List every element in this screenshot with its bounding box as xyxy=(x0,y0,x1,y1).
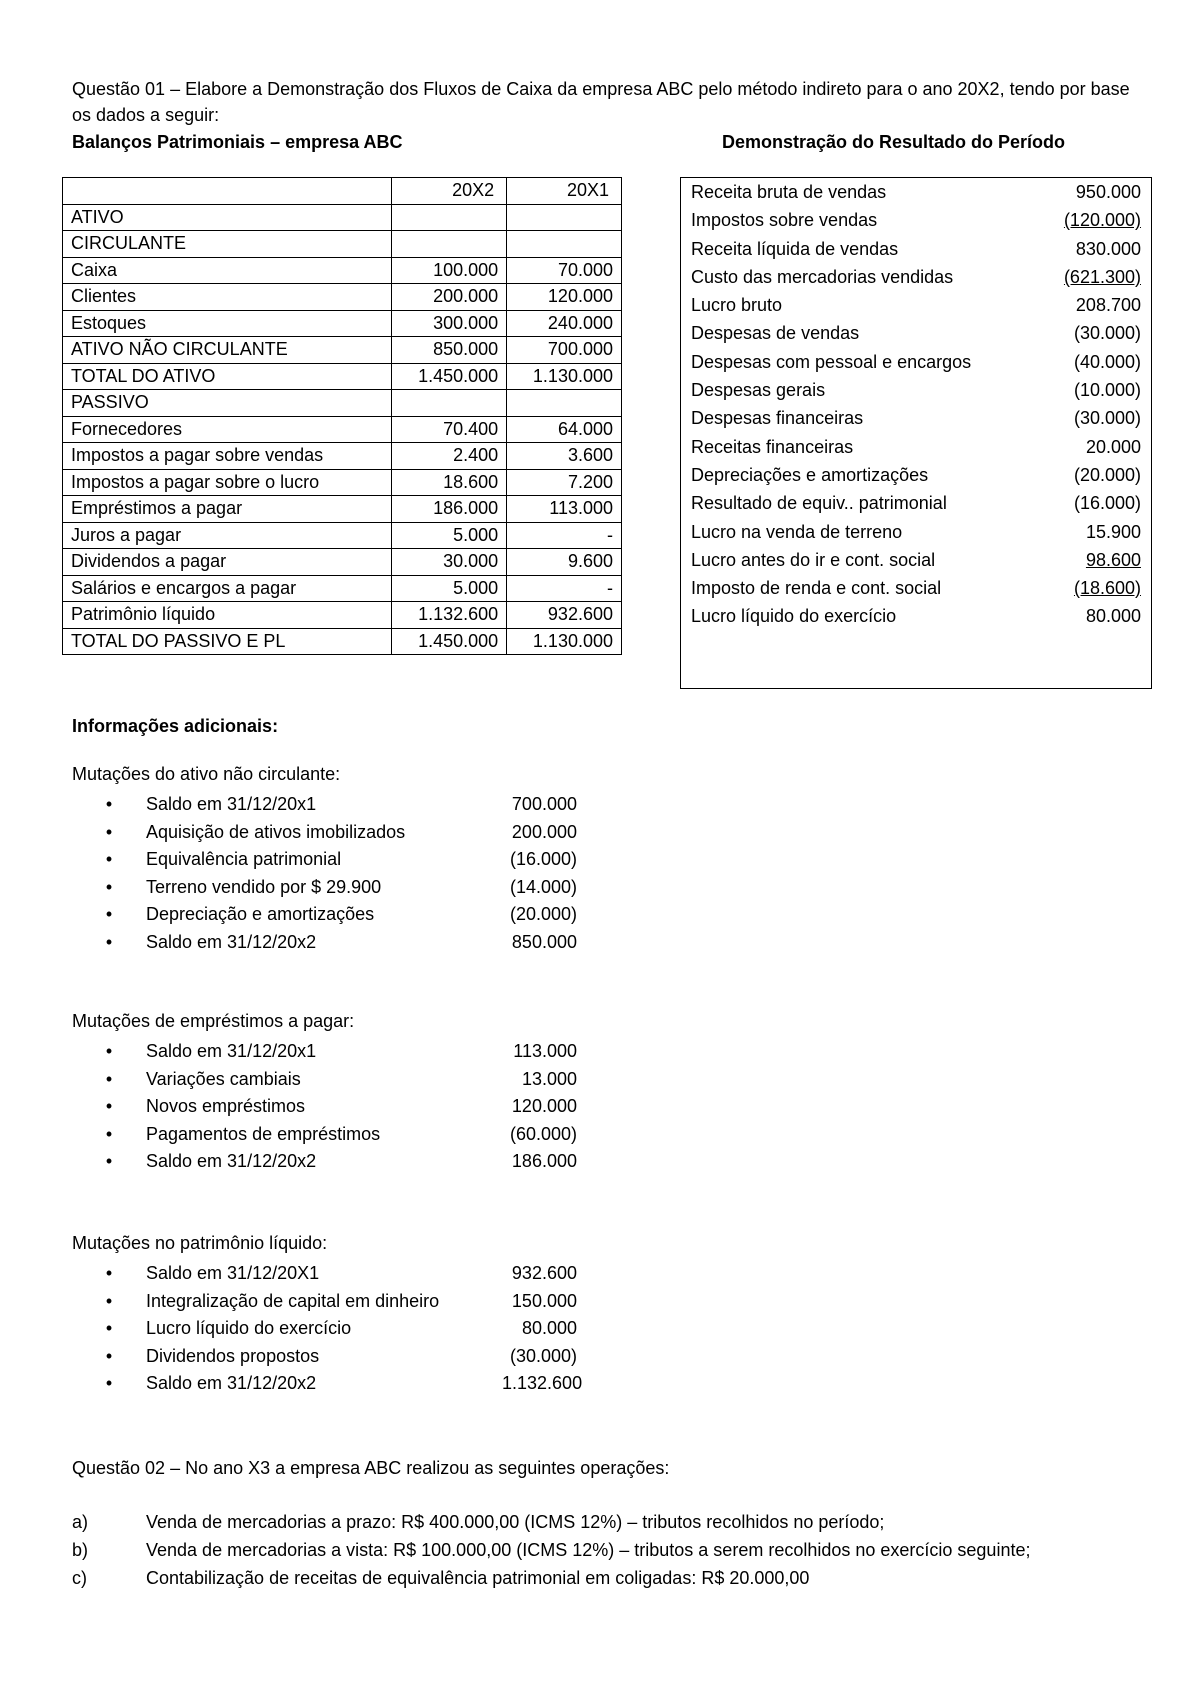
account-value xyxy=(392,390,507,417)
list-item xyxy=(72,1148,592,1176)
account-value: 1.130.000 xyxy=(507,628,622,655)
account-value: 64.000 xyxy=(507,416,622,443)
mutation-section-title: Mutações no patrimônio líquido: xyxy=(72,1233,328,1253)
account-value: 200.000 xyxy=(392,284,507,311)
income-label: Despesas gerais xyxy=(691,380,826,401)
list-item xyxy=(72,1066,592,1094)
list-item xyxy=(72,874,592,902)
income-statement-box xyxy=(680,177,1152,689)
account-value xyxy=(507,231,622,258)
account-label: Dividendos a pagar xyxy=(63,549,392,576)
balance-sheet-table xyxy=(62,177,622,655)
mutation-label: Depreciação e amortizações xyxy=(146,904,375,924)
bullet-icon: • xyxy=(105,794,113,814)
income-label: Impostos sobre vendas xyxy=(691,210,878,231)
list-item xyxy=(72,1370,592,1398)
table-row xyxy=(63,337,622,364)
income-row xyxy=(681,574,1151,602)
account-label: Fornecedores xyxy=(63,416,392,443)
list-item xyxy=(72,1343,592,1371)
mutation-label: Saldo em 31/12/20x1 xyxy=(146,794,317,814)
question-2-intro: Questão 02 – No ano X3 a empresa ABC realizou as seguintes operações: xyxy=(72,1458,670,1478)
income-label: Lucro na venda de terreno xyxy=(691,521,903,542)
mutation-label: Equivalência patrimonial xyxy=(146,849,342,869)
list-marker: a) xyxy=(72,1512,89,1532)
mutation-value: (16.000) xyxy=(509,849,577,869)
mutation-value: (30.000) xyxy=(509,1345,577,1366)
mutation-section-title: Mutações do ativo não circulante: xyxy=(72,764,341,784)
account-value: 9.600 xyxy=(507,549,622,576)
income-label: Custo das mercadorias vendidas xyxy=(691,266,954,287)
list-item xyxy=(72,1537,1072,1564)
mutation-value: 1.132.600 xyxy=(502,1373,583,1393)
table-row xyxy=(63,549,622,576)
account-value: 7.200 xyxy=(507,469,622,496)
list-item xyxy=(72,1288,592,1316)
account-label: Clientes xyxy=(63,284,392,311)
income-row xyxy=(681,518,1151,546)
table-row xyxy=(63,390,622,417)
bullet-icon: • xyxy=(105,1373,113,1393)
list-item xyxy=(72,1038,592,1066)
account-label: TOTAL DO PASSIVO E PL xyxy=(63,628,392,655)
account-value: 300.000 xyxy=(392,310,507,337)
income-label: Despesas com pessoal e encargos xyxy=(691,351,972,372)
operation-text: Venda de mercadorias a vista: R$ 100.000,00 (ICMS 12%) – tributos a serem recolhidos no exercício seguinte; xyxy=(146,1540,1031,1560)
table-row xyxy=(63,522,622,549)
income-label: Despesas de vendas xyxy=(691,323,860,344)
account-label: ATIVO NÃO CIRCULANTE xyxy=(63,337,392,364)
mutation-value: 13.000 xyxy=(521,1068,577,1089)
account-value: 5.000 xyxy=(392,575,507,602)
mutation-value: 80.000 xyxy=(521,1318,577,1338)
income-value: (20.000) xyxy=(1073,464,1141,485)
income-row xyxy=(681,206,1151,234)
income-label: Receita bruta de vendas xyxy=(691,182,887,202)
account-value: 700.000 xyxy=(507,337,622,364)
question-2-list xyxy=(72,1509,1072,1593)
bullet-icon: • xyxy=(105,1041,113,1061)
income-value: 15.900 xyxy=(1085,521,1141,542)
table-row xyxy=(63,575,622,602)
mutation-label: Pagamentos de empréstimos xyxy=(146,1123,381,1144)
mutation-label: Novos empréstimos xyxy=(146,1096,306,1116)
mutation-label: Saldo em 31/12/20x1 xyxy=(146,1041,317,1061)
mutation-label: Dividendos propostos xyxy=(146,1345,320,1366)
income-value: (621.300) xyxy=(1063,266,1141,287)
income-value: (40.000) xyxy=(1073,351,1141,372)
list-item xyxy=(72,846,592,874)
income-label: Lucro líquido do exercício xyxy=(691,606,897,627)
mutation-list xyxy=(72,791,592,956)
mutation-value: 200.000 xyxy=(511,821,577,842)
income-row xyxy=(681,546,1151,574)
account-label: Patrimônio líquido xyxy=(63,602,392,629)
account-label: Impostos a pagar sobre o lucro xyxy=(63,469,392,496)
income-statement-title: Demonstração do Resultado do Período xyxy=(722,132,1066,152)
list-item xyxy=(72,819,592,847)
bullet-icon: • xyxy=(105,1263,113,1283)
account-value: 186.000 xyxy=(392,496,507,523)
income-label: Lucro antes do ir e cont. social xyxy=(691,549,936,570)
account-value: 70.000 xyxy=(507,257,622,284)
table-header-cell: 20X2 xyxy=(392,178,507,205)
bullet-icon: • xyxy=(105,849,113,869)
mutation-label: Saldo em 31/12/20x2 xyxy=(146,1151,317,1171)
account-value xyxy=(392,204,507,231)
mutation-label: Integralização de capital em dinheiro xyxy=(146,1290,440,1311)
income-value: 20.000 xyxy=(1085,436,1141,457)
additional-info-title: Informações adicionais: xyxy=(72,716,279,736)
account-label: PASSIVO xyxy=(63,390,392,417)
account-value: 3.600 xyxy=(507,443,622,470)
table-row xyxy=(63,204,622,231)
account-value: 1.132.600 xyxy=(392,602,507,629)
income-label: Despesas financeiras xyxy=(691,408,864,429)
mutation-value: 932.600 xyxy=(511,1263,577,1283)
account-value: 932.600 xyxy=(507,602,622,629)
mutation-section-title: Mutações de empréstimos a pagar: xyxy=(72,1011,355,1031)
list-item xyxy=(72,1093,592,1121)
account-value: 18.600 xyxy=(392,469,507,496)
mutation-value: 113.000 xyxy=(513,1041,577,1061)
list-marker: c) xyxy=(72,1568,87,1588)
income-value: (10.000) xyxy=(1073,380,1141,401)
mutation-value: (20.000) xyxy=(509,904,577,924)
income-value: (30.000) xyxy=(1073,323,1141,344)
income-row xyxy=(681,263,1151,291)
income-row xyxy=(681,376,1151,404)
account-label: Salários e encargos a pagar xyxy=(63,575,392,602)
mutation-value: 850.000 xyxy=(511,931,577,952)
mutation-value: 150.000 xyxy=(511,1290,577,1311)
account-value: 240.000 xyxy=(507,310,622,337)
income-label: Resultado de equiv.. patrimonial xyxy=(691,493,947,514)
income-value: 80.000 xyxy=(1085,606,1141,627)
mutation-label: Saldo em 31/12/20x2 xyxy=(146,931,317,952)
bullet-icon: • xyxy=(105,1151,113,1171)
question-1-intro: Questão 01 – Elabore a Demonstração dos Fluxos de Caixa da empresa ABC pelo método indireto para o ano 20X2, tendo por base os dados a seguir: xyxy=(72,79,1130,125)
bullet-icon: • xyxy=(105,821,113,842)
income-row xyxy=(681,319,1151,347)
account-value: 2.400 xyxy=(392,443,507,470)
income-value: 830.000 xyxy=(1075,238,1141,259)
table-header-cell: 20X1 xyxy=(507,178,622,205)
mutation-label: Terreno vendido por $ 29.900 xyxy=(146,876,382,897)
income-row xyxy=(681,602,1151,630)
income-row xyxy=(681,235,1151,263)
income-row xyxy=(681,461,1151,489)
account-value: 1.130.000 xyxy=(507,363,622,390)
operation-text: Contabilização de receitas de equivalência patrimonial em coligadas: R$ 20.000,00 xyxy=(146,1568,810,1588)
income-value: (18.600) xyxy=(1073,578,1141,599)
balance-sheet-title: Balanços Patrimoniais – empresa ABC xyxy=(72,132,403,152)
account-value xyxy=(507,390,622,417)
income-value: 98.600 xyxy=(1085,549,1141,570)
bullet-icon: • xyxy=(105,1318,113,1338)
bullet-icon: • xyxy=(105,876,113,897)
account-value: - xyxy=(507,522,622,549)
account-label: ATIVO xyxy=(63,204,392,231)
mutation-label: Aquisição de ativos imobilizados xyxy=(146,821,406,842)
income-label: Imposto de renda e cont. social xyxy=(691,578,942,599)
account-label: Empréstimos a pagar xyxy=(63,496,392,523)
bullet-icon: • xyxy=(105,904,113,924)
mutation-value: 120.000 xyxy=(511,1096,577,1116)
account-value: - xyxy=(507,575,622,602)
mutation-label: Saldo em 31/12/20X1 xyxy=(146,1263,320,1283)
income-row xyxy=(681,433,1151,461)
mutation-label: Saldo em 31/12/20x2 xyxy=(146,1373,317,1393)
income-value: (30.000) xyxy=(1073,408,1141,429)
account-value: 850.000 xyxy=(392,337,507,364)
account-label: Juros a pagar xyxy=(63,522,392,549)
table-row xyxy=(63,363,622,390)
account-value: 113.000 xyxy=(507,496,622,523)
income-label: Receitas financeiras xyxy=(691,436,854,457)
income-value: 950.000 xyxy=(1075,182,1141,202)
bullet-icon: • xyxy=(105,1068,113,1089)
account-label: Caixa xyxy=(63,257,392,284)
account-label: Estoques xyxy=(63,310,392,337)
mutation-list xyxy=(72,1260,592,1398)
table-row xyxy=(63,628,622,655)
income-row xyxy=(681,348,1151,376)
income-value: (120.000) xyxy=(1063,210,1141,231)
mutation-value: (60.000) xyxy=(509,1123,577,1144)
mutation-label: Variações cambiais xyxy=(146,1068,301,1089)
list-item xyxy=(72,1315,592,1343)
account-value: 70.400 xyxy=(392,416,507,443)
income-row xyxy=(681,178,1151,206)
mutation-label: Lucro líquido do exercício xyxy=(146,1318,352,1338)
mutation-value: (14.000) xyxy=(509,876,577,897)
table-row xyxy=(63,443,622,470)
income-row xyxy=(681,489,1151,517)
account-value: 1.450.000 xyxy=(392,363,507,390)
account-value: 5.000 xyxy=(392,522,507,549)
account-value: 100.000 xyxy=(392,257,507,284)
account-value xyxy=(507,204,622,231)
income-value: (16.000) xyxy=(1073,493,1141,514)
table-header-cell xyxy=(63,178,392,205)
account-value xyxy=(392,231,507,258)
bullet-icon: • xyxy=(105,1123,113,1144)
account-label: Impostos a pagar sobre vendas xyxy=(63,443,392,470)
income-label: Depreciações e amortizações xyxy=(691,464,929,485)
account-label: CIRCULANTE xyxy=(63,231,392,258)
account-label: TOTAL DO ATIVO xyxy=(63,363,392,390)
mutation-value: 700.000 xyxy=(511,794,577,814)
income-row xyxy=(681,291,1151,319)
account-value: 120.000 xyxy=(507,284,622,311)
bullet-icon: • xyxy=(105,931,113,952)
list-item xyxy=(72,1509,1072,1536)
list-item xyxy=(72,1565,1072,1592)
table-row xyxy=(63,231,622,258)
list-item xyxy=(72,1121,592,1149)
income-label: Receita líquida de vendas xyxy=(691,238,899,259)
list-marker: b) xyxy=(72,1540,89,1560)
table-row xyxy=(63,310,622,337)
table-header-row xyxy=(63,178,622,205)
table-row xyxy=(63,416,622,443)
account-value: 30.000 xyxy=(392,549,507,576)
bullet-icon: • xyxy=(105,1345,113,1366)
table-row xyxy=(63,602,622,629)
income-label: Lucro bruto xyxy=(691,295,783,316)
operation-text: Venda de mercadorias a prazo: R$ 400.000,00 (ICMS 12%) – tributos recolhidos no período; xyxy=(146,1512,885,1532)
list-item xyxy=(72,1260,592,1288)
account-value: 1.450.000 xyxy=(392,628,507,655)
bullet-icon: • xyxy=(105,1096,113,1116)
list-item xyxy=(72,791,592,819)
income-row xyxy=(681,404,1151,432)
table-row xyxy=(63,257,622,284)
table-row xyxy=(63,469,622,496)
mutation-value: 186.000 xyxy=(511,1151,577,1171)
bullet-icon: • xyxy=(105,1290,113,1311)
table-row xyxy=(63,284,622,311)
income-value: 208.700 xyxy=(1075,295,1141,316)
list-item xyxy=(72,901,592,929)
list-item xyxy=(72,929,592,957)
table-row xyxy=(63,496,622,523)
mutation-list xyxy=(72,1038,592,1176)
